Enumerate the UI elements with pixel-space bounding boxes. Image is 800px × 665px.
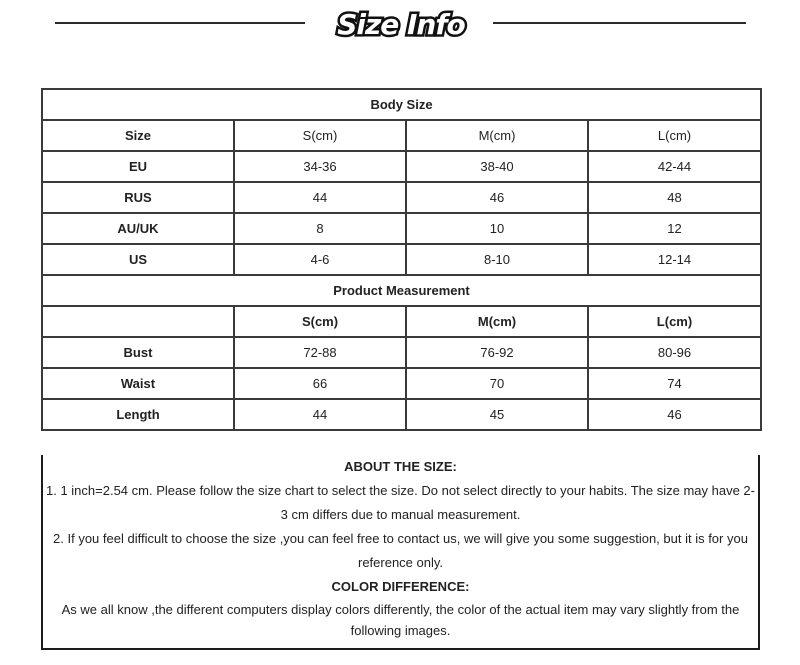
row-label: AU/UK — [42, 213, 234, 244]
table-cell: 46 — [588, 399, 761, 430]
row-label: Bust — [42, 337, 234, 368]
table-cell: 12-14 — [588, 244, 761, 275]
table-cell: 34-36 — [234, 151, 406, 182]
size-chart-table — [41, 88, 762, 431]
column-header: S(cm) — [234, 306, 406, 337]
size-info-header — [0, 0, 800, 50]
table-cell: 72-88 — [234, 337, 406, 368]
table-cell: 44 — [234, 182, 406, 213]
body-size-header-row — [42, 120, 761, 151]
column-header: Size — [42, 120, 234, 151]
row-label: Waist — [42, 368, 234, 399]
table-cell: 70 — [406, 368, 588, 399]
product-header-row — [42, 306, 761, 337]
table-cell: 76-92 — [406, 337, 588, 368]
header-rule-left — [55, 22, 305, 24]
table-row — [42, 244, 761, 275]
row-label: EU — [42, 151, 234, 182]
about-heading: ABOUT THE SIZE: — [344, 459, 457, 474]
table-cell: 48 — [588, 182, 761, 213]
column-header: L(cm) — [588, 306, 761, 337]
column-header — [42, 306, 234, 337]
table-cell: 66 — [234, 368, 406, 399]
color-difference-heading: COLOR DIFFERENCE: — [331, 579, 470, 594]
size-note-2: 2. If you feel difficult to choose the size ,you can feel free to contact us, we will give you some suggestion, but it is for you reference only. — [53, 531, 748, 570]
color-difference-note: As we all know ,the different computers display colors differently, the color of the actual item may vary slightly from the following images. — [61, 602, 740, 638]
table-cell: 38-40 — [406, 151, 588, 182]
table-row — [42, 368, 761, 399]
column-header: S(cm) — [234, 120, 406, 151]
table-cell: 44 — [234, 399, 406, 430]
row-label: US — [42, 244, 234, 275]
table-cell: 46 — [406, 182, 588, 213]
column-header: M(cm) — [406, 306, 588, 337]
table-cell: 10 — [406, 213, 588, 244]
table-row — [42, 399, 761, 430]
table-cell: 74 — [588, 368, 761, 399]
product-measurement-title: Product Measurement — [42, 275, 761, 306]
body-size-title-row — [42, 89, 761, 120]
table-row — [42, 182, 761, 213]
size-note-1: 1. 1 inch=2.54 cm. Please follow the size chart to select the size. Do not select directly to your habits. The size may have 2-3 cm differs due to manual measurement. — [46, 483, 755, 522]
table-cell: 42-44 — [588, 151, 761, 182]
table-cell: 8 — [234, 213, 406, 244]
table-row — [42, 337, 761, 368]
about-the-size-section — [41, 455, 760, 650]
table-cell: 80-96 — [588, 337, 761, 368]
table-row — [42, 151, 761, 182]
size-info-title-text: Size Info — [337, 8, 465, 41]
product-measurement-title-row — [42, 275, 761, 306]
table-cell: 4-6 — [234, 244, 406, 275]
column-header: M(cm) — [406, 120, 588, 151]
row-label: RUS — [42, 182, 234, 213]
table-cell: 12 — [588, 213, 761, 244]
row-label: Length — [42, 399, 234, 430]
table-cell: 8-10 — [406, 244, 588, 275]
table-row — [42, 213, 761, 244]
body-size-title: Body Size — [42, 89, 761, 120]
table-cell: 45 — [406, 399, 588, 430]
column-header: L(cm) — [588, 120, 761, 151]
header-rule-right — [493, 22, 746, 24]
size-info-title — [320, 4, 482, 44]
